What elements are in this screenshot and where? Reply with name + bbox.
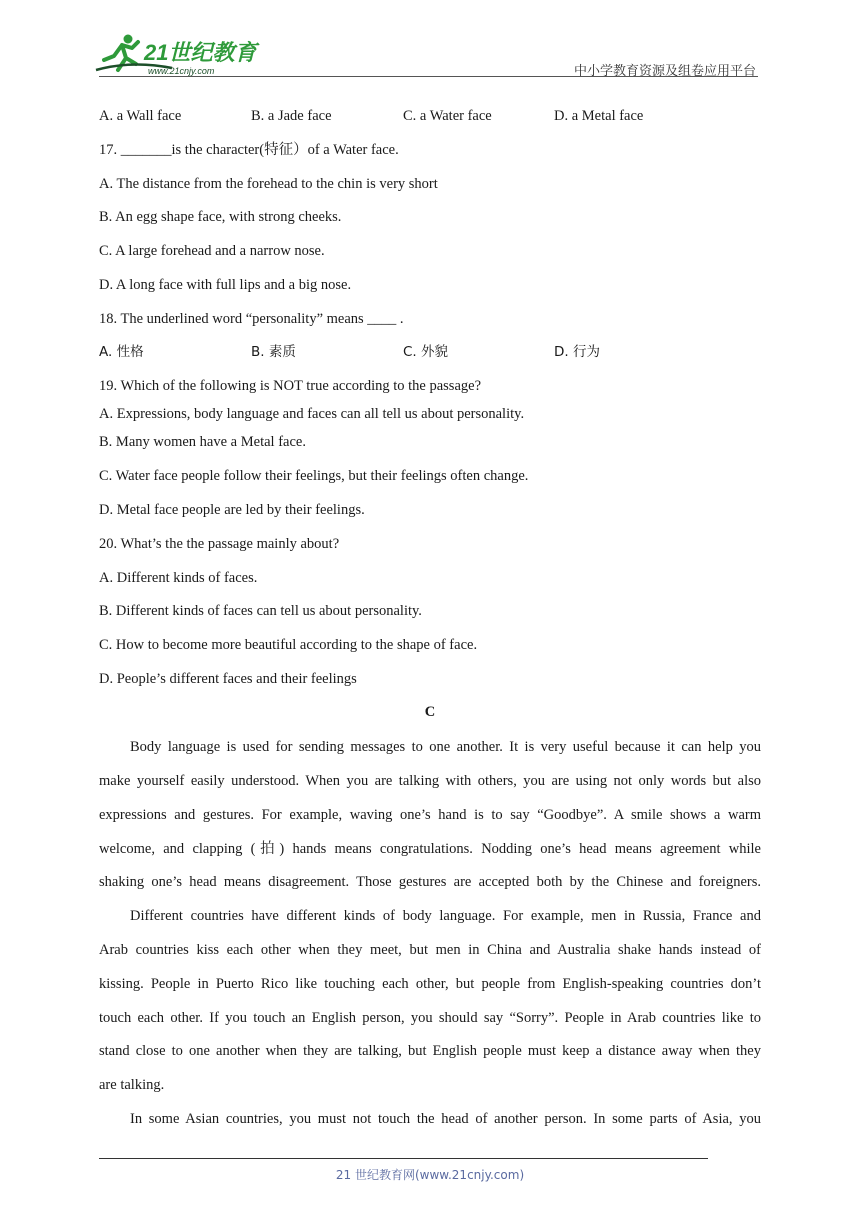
q17-option-b: B. An egg shape face, with strong cheeks.	[99, 209, 342, 225]
para3-line: In some Asian countries, you must not touch the head of another person. In some parts of Asia, you	[130, 1111, 761, 1127]
q16-option-c: C. a Water face	[403, 108, 492, 124]
q20-option-a: A. Different kinds of faces.	[99, 570, 258, 586]
q17-stem: 17. _______is the character(特征）of a Water face.	[99, 142, 399, 158]
para2-line: stand close to one another when they are talking, but English people must keep a distance away when they	[99, 1043, 761, 1059]
q18-stem: 18. The underlined word “personality” means ____ .	[99, 311, 404, 327]
q18-option-a: A. 性格	[99, 344, 144, 360]
header-divider	[99, 76, 758, 77]
q19-option-d: D. Metal face people are led by their feelings.	[99, 502, 365, 518]
runner-logo-icon	[92, 30, 262, 78]
logo-url: www.21cnjy.com	[148, 66, 215, 76]
q16-option-b: B. a Jade face	[251, 108, 332, 124]
q19-option-a: A. Expressions, body language and faces can all tell us about personality.	[99, 406, 525, 422]
q20-option-d: D. People’s different faces and their feelings	[99, 671, 357, 687]
para2-line: are talking.	[99, 1077, 165, 1093]
footer-divider	[99, 1158, 708, 1159]
q19-stem: 19. Which of the following is NOT true according to the passage?	[99, 378, 482, 394]
para2-line: touch each other. If you touch an English person, you should say “Sorry”. People in Arab countries like to	[99, 1010, 761, 1026]
q16-option-a: A. a Wall face	[99, 108, 182, 124]
para2-line: kissing. People in Puerto Rico like touching each other, but people from English-speaking countries don’t	[99, 976, 761, 992]
para1-line: welcome, and clapping (拍) hands means congratulations. Nodding one’s head means agreement while	[99, 841, 761, 857]
q20-option-c: C. How to become more beautiful according to the shape of face.	[99, 637, 478, 653]
q17-option-a: A. The distance from the forehead to the chin is very short	[99, 176, 438, 192]
para1-line: Body language is used for sending messages to one another. It is very useful because it can help you	[130, 739, 761, 755]
q17-option-c: C. A large forehead and a narrow nose.	[99, 243, 325, 259]
platform-name: 中小学教育资源及组卷应用平台	[573, 64, 756, 79]
q18-option-d: D. 行为	[554, 344, 600, 360]
q19-option-c: C. Water face people follow their feelings, but their feelings often change.	[99, 468, 529, 484]
q17-option-d: D. A long face with full lips and a big nose.	[99, 277, 352, 293]
q20-stem: 20. What’s the the passage mainly about?	[99, 536, 340, 552]
q20-option-b: B. Different kinds of faces can tell us about personality.	[99, 603, 422, 619]
logo-text: 21世纪教育	[144, 40, 257, 65]
para1-line: shaking one’s head means disagreement. Those gestures are accepted both by the Chinese and foreigners.	[99, 874, 761, 890]
page-header	[0, 0, 860, 80]
q18-option-c: C. 外貌	[403, 344, 449, 360]
para2-line: Different countries have different kinds of body language. For example, men in Russia, France and	[130, 908, 761, 924]
section-heading: C	[424, 704, 436, 720]
para1-line: expressions and gestures. For example, waving one’s hand is to say “Goodbye”. A smile shows a warm	[99, 807, 761, 823]
para2-line: Arab countries kiss each other when they meet, but men in China and Australia shake hands instead of	[99, 942, 761, 958]
logo	[92, 30, 262, 78]
footer-text: 21 世纪教育网(www.21cnjy.com)	[335, 1168, 525, 1182]
para1-line: make yourself easily understood. When you are talking with others, you are using not only words but also	[99, 773, 761, 789]
q19-option-b: B. Many women have a Metal face.	[99, 434, 306, 450]
q16-option-d: D. a Metal face	[554, 108, 644, 124]
q18-option-b: B. 素质	[251, 344, 296, 360]
